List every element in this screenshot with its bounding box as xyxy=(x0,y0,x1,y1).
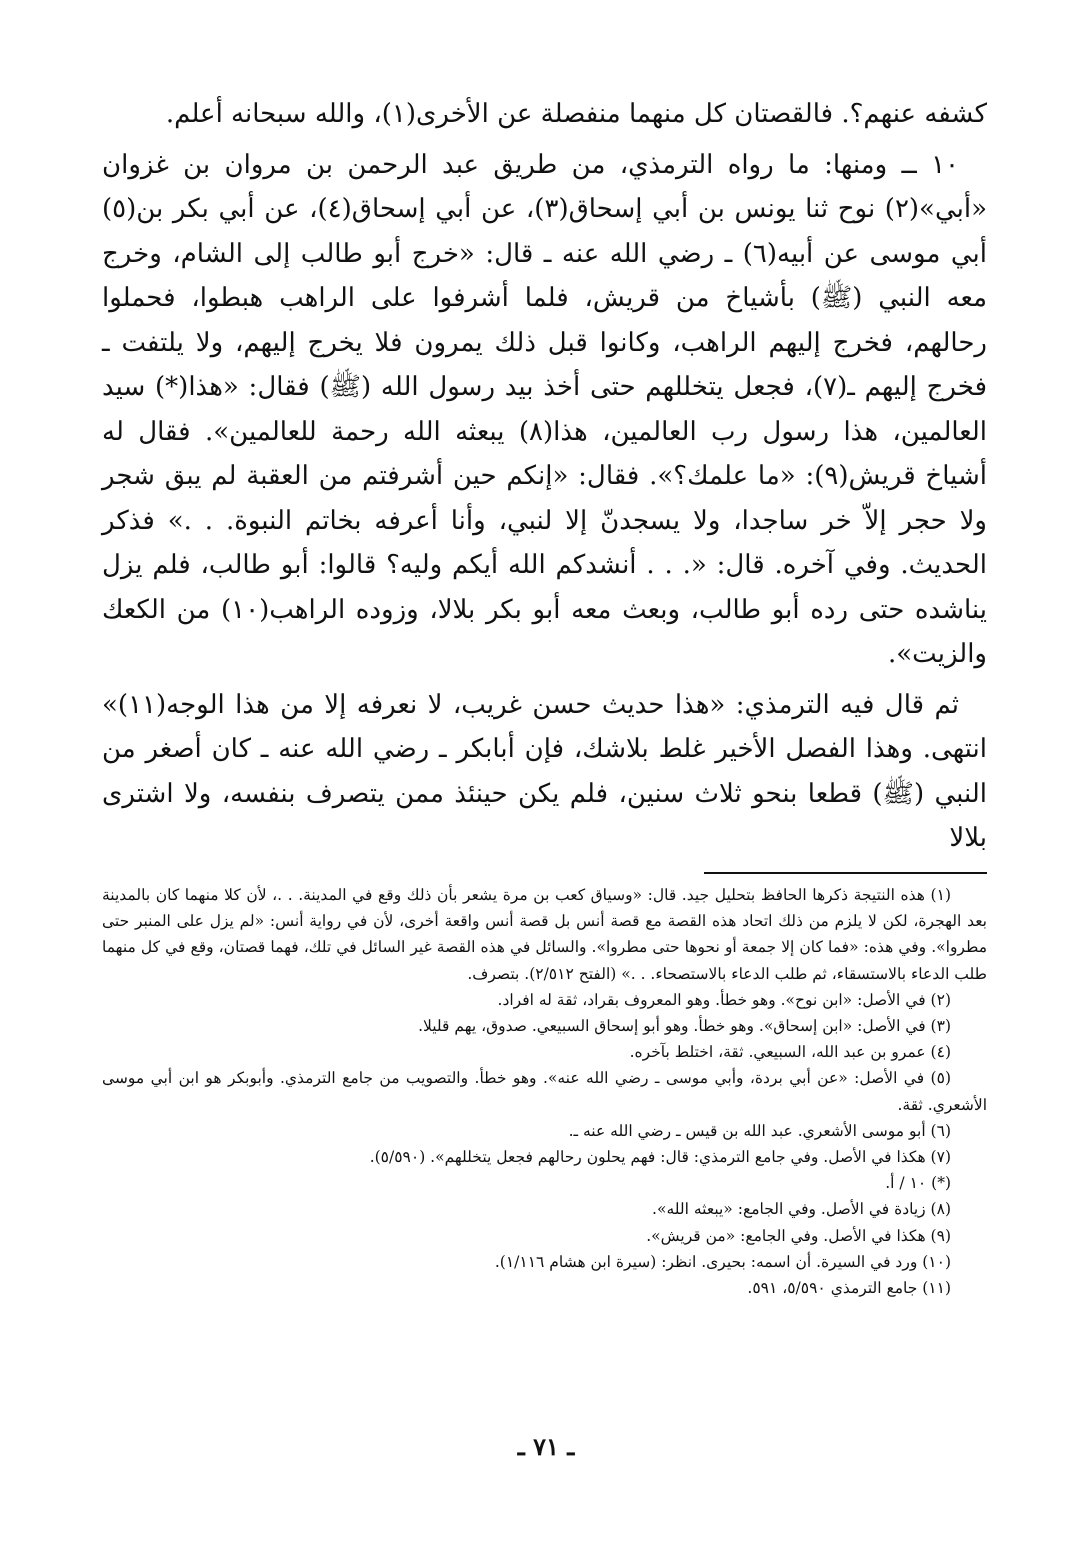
footnote-10: (١٠) ورد في السيرة. أن اسمه: بحيرى. انظر: (سيرة ابن هشام ١/١١٦). xyxy=(494,1252,951,1271)
paragraph-2: ١٠ ــ ومنها: ما رواه الترمذي، من طريق عبد الرحمن بن مروان بن غزوان «أبي»(٢) نوح ثنا يونس بن أبي إسحاق(٣)، عن أبي إسحاق(٤)، عن أبي بكر بن(٥) أبي موسى عن أبيه(٦) ـ رضي الله عنه ـ قال: «خرج أبو طالب إلى الشام، وخرج معه النبي (ﷺ) بأشياخ من قريش، فلما أشرفوا على الراهب هبطوا، فحملوا رحالهم، فخرج إليهم الراهب، وكانوا قبل ذلك يمرون فلا يخرج إليهم، ولا يلتفت ـ فخرج إليهم ـ(٧)، فجعل يتخللهم حتى أخذ بيد رسول الله (ﷺ) فقال: «هذا(*) سيد العالمين، هذا رسول رب العالمين، هذا(٨) يبعثه الله رحمة للعالمين». فقال له أشياخ قريش(٩): «ما علمك؟». فقال: «إنكم حين أشرفتم من العقبة لم يبق شجر ولا حجر إلاّ خر ساجدا، ولا يسجدنّ إلا لنبي، وأنا أعرفه بخاتم النبوة. . .» فذكر الحديث. وفي آخره. قال: «. . . أنشدكم الله أيكم وليه؟ قالوا: أبو طالب، فلم يزل يناشده حتى رده أبو طالب، وبعث معه أبو بكر بلالا، وزوده الراهب(١٠) من الكعك والزيت». xyxy=(102,149,987,669)
page-number: ـ ٧١ ـ xyxy=(517,1432,575,1461)
footnote-11: (١١) جامع الترمذي ٥/٥٩٠، ٥٩١. xyxy=(747,1279,951,1298)
footnotes xyxy=(102,882,987,1301)
footnote-5: (٥) في الأصل: «عن أبي بردة، وأبي موسى ـ رضي الله عنه». وهو خطأ. والتصويب من جامع الترمذي. وأبوبكر هو ابن أبي موسى الأشعري. ثقة. xyxy=(102,1069,987,1114)
main-text xyxy=(102,92,987,861)
footnote-6: (٦) أبو موسى الأشعري. عبد الله بن قيس ـ رضي الله عنه ـ. xyxy=(568,1121,951,1140)
footnote-7: (٧) هكذا في الأصل. وفي جامع الترمذي: قال: فهم يحلون رحالهم فجعل يتخللهم». (٥/٥٩٠). xyxy=(369,1148,951,1167)
footnote-8: (٨) زيادة في الأصل. وفي الجامع: «يبعثه الله». xyxy=(652,1200,951,1219)
paragraph-1: كشفه عنهم؟. فالقصتان كل منهما منفصلة عن الأخرى(١)، والله سبحانه أعلم. xyxy=(165,99,987,129)
footnote-3: (٣) في الأصل: «ابن إسحاق». وهو خطأ. وهو أبو إسحاق السبيعي. صدوق، يهم قليلا. xyxy=(418,1017,951,1036)
footnote-4: (٤) عمرو بن عبد الله، السبيعي. ثقة، اختلط بآخره. xyxy=(629,1043,951,1062)
footnote-star: (*) ١٠ / أ. xyxy=(885,1174,951,1193)
footnote-9: (٩) هكذا في الأصل. وفي الجامع: «من قريش». xyxy=(646,1226,951,1245)
footnote-2: (٢) في الأصل: «ابن نوح». وهو خطأ. وهو المعروف بقراد، ثقة له افراد. xyxy=(497,990,951,1009)
paragraph-3: ثم قال فيه الترمذي: «هذا حديث حسن غريب، لا نعرفه إلا من هذا الوجه(١١)» انتهى. وهذا الفصل الأخير غلط بلاشك، فإن أبابكر ـ رضي الله عنه ـ كان أصغر من النبي (ﷺ) قطعا بنحو ثلاث سنين، فلم يكن حينئذ ممن يتصرف بنفسه، ولا اشترى بلالا xyxy=(102,689,987,853)
footnote-divider xyxy=(704,872,987,874)
footnote-1: (١) هذه النتيجة ذكرها الحافظ بتحليل جيد. قال: «وسياق كعب بن مرة يشعر بأن ذلك وقع في المدينة. . .، لأن كلا منهما كان بالمدينة بعد الهجرة، لكن لا يلزم من ذلك اتحاد هذه القصة مع قصة أنس بل قصة أنس واقعة أخرى، لأن في رواية أنس: «لم يزل على المنبر حتى مطروا». وفي هذه: «فما كان إلا جمعة أو نحوها حتى مطروا». والسائل في هذه القصة غير السائل في تلك، فهما قصتان، وقع في كل منهما طلب الدعاء بالاستسقاء، ثم طلب الدعاء بالاستصحاء. . .» (الفتح ٢/٥١٢). بتصرف. xyxy=(102,886,987,983)
